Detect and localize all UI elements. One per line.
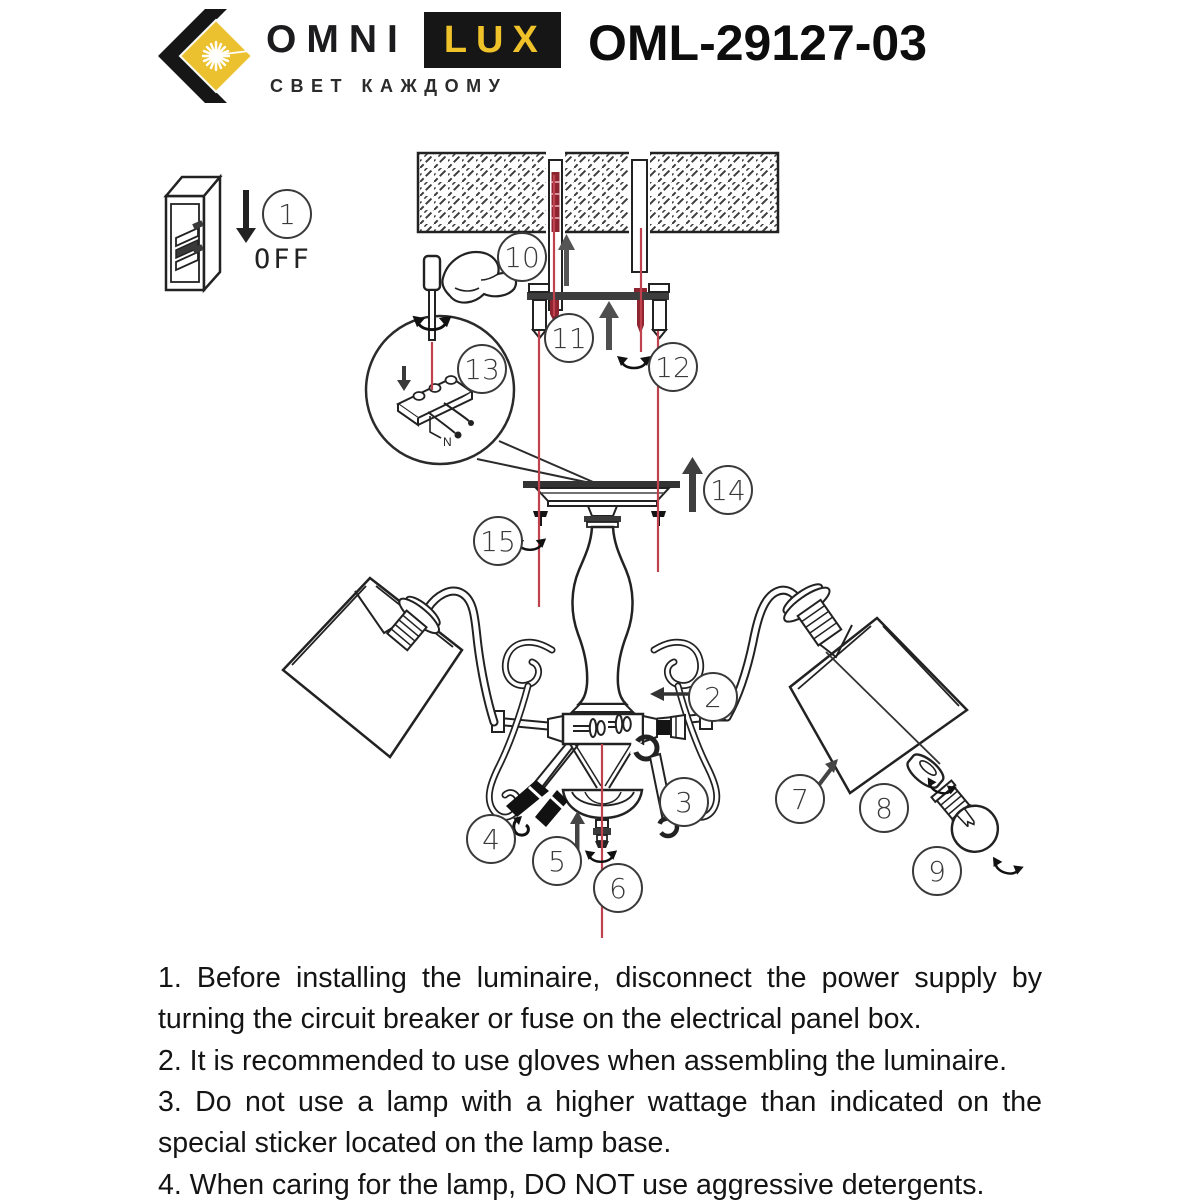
shade-ring xyxy=(903,750,947,792)
callout-14: 14 xyxy=(703,465,753,515)
instruction-line-1: 1. Before installing the luminaire, disconnect the power supply by turning the circuit breaker or fuse on the electrical panel box. xyxy=(158,962,1042,1036)
anchor-left xyxy=(549,160,562,310)
callout-7: 7 xyxy=(775,774,825,824)
instruction-line-3: 3. Do not use a lamp with a higher wattage than indicated on the special sticker located on the lamp base. xyxy=(158,1085,1042,1160)
callout-8: 8 xyxy=(859,783,909,833)
brand-main-text: OMNI xyxy=(266,18,408,61)
brand-accent-badge: LUX xyxy=(424,12,561,68)
callout-6: 6 xyxy=(593,863,643,913)
column-vase xyxy=(572,527,633,712)
callout-1: 1 xyxy=(262,189,312,239)
off-label: OFF xyxy=(254,244,312,275)
safety-instructions xyxy=(158,958,1042,1200)
instruction-line-4: 4. When caring for the lamp, DO NOT use aggressive detergents. xyxy=(158,1168,985,1200)
terminal-label-n: N xyxy=(443,435,452,449)
callout-10: 10 xyxy=(497,232,547,282)
ceiling-canopy xyxy=(523,481,680,527)
callout-13: 13 xyxy=(457,344,507,394)
brand-tagline: СВЕТ КАЖДОМУ xyxy=(270,76,508,96)
circuit-breaker-icon xyxy=(166,177,220,290)
ceiling-hatch xyxy=(418,150,778,234)
callout-9: 9 xyxy=(912,846,962,896)
callout-5: 5 xyxy=(532,836,582,886)
callout-12: 12 xyxy=(648,342,698,392)
anchor-right xyxy=(632,160,647,334)
instruction-line-2: 2. It is recommended to use gloves when assembling the luminaire. xyxy=(158,1044,1008,1077)
callout-15: 15 xyxy=(473,516,523,566)
callout-11: 11 xyxy=(544,313,594,363)
model-number: OML-29127-03 xyxy=(588,15,928,71)
callout-4: 4 xyxy=(466,814,516,864)
callout-2: 2 xyxy=(688,672,738,722)
callout-3: 3 xyxy=(659,777,709,827)
power-off-arrow xyxy=(236,190,256,243)
